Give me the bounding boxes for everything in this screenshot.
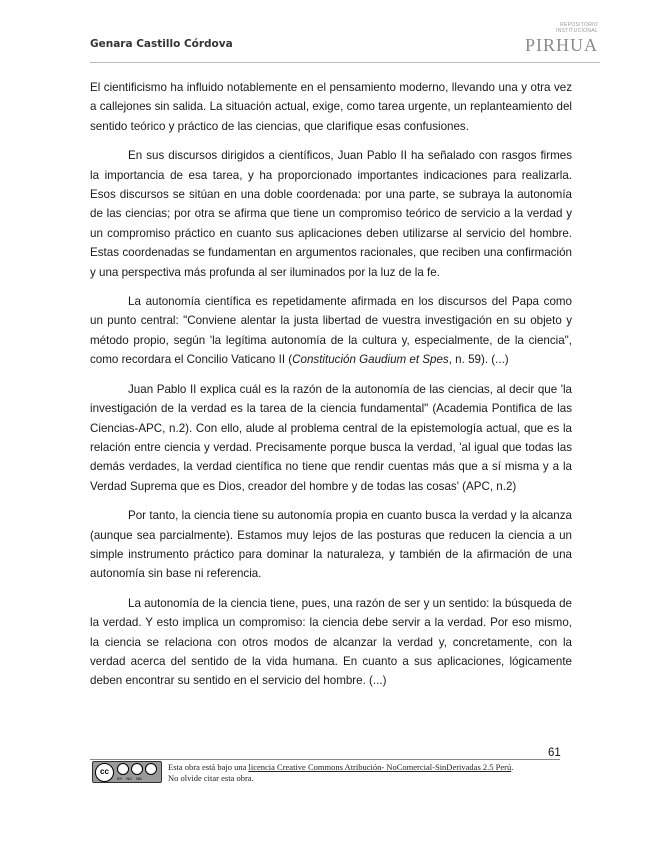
paragraph-3-text-before: La autonomía científica es repetidamente afirmada en los discursos del Papa como un punto central: "Conviene alentar la justa libertad de vuestra investigación en su objeto y método propio, según 'la legítima autonomía de la cultura y, especialmente, de la ciencia", como recordara el Concilio Vaticano II ( [90,295,572,367]
cc-code-nd: ND [136,776,142,781]
paragraph-1: El cientificismo ha influido notablemente en el pensamiento moderno, llevando una y otra vez a callejones sin salida. La situación actual, exige, como tarea urgente, un replanteamiento del sentido teórico y práctico de las ciencias, que clarifique esas confusiones. [90,81,572,133]
paragraph-3 [90,292,572,370]
paragraph-3-text-after: , n. 59). (...) [448,353,509,367]
cc-icon: cc [95,763,114,782]
logo-subtitle: REPOSITORIO INSTITUCIONAL [556,22,598,34]
header-divider [90,62,600,63]
cc-code-by: BY [117,776,123,781]
attribution-icon [117,763,129,775]
logo-title: PIRHUA [524,35,598,55]
body-text [90,78,572,701]
license-link[interactable]: licencia Creative Commons Atribución- NoComercial-SinDerivadas 2.5 Perú [248,762,512,772]
noderivatives-icon [145,763,157,775]
paragraph-2: En sus discursos dirigidos a científicos, Juan Pablo II ha señalado con rasgos firmes la importancia de esa tarea, y ha proporcionado importantes indicaciones para realizarla. Esos discursos se sitúan en una doble coordenada: por una parte, se subraya la autonomía de las ciencias; por otra se afirma que tiene un compromiso teórico de servicio a la verdad y un compromiso práctico en cuanto sus aplicaciones deben utilizarse al servicio del hombre. Estas coordenadas se fundamentan en argumentos racionales, que reciben una confirmación y una perspectiva más profunda al ser iluminados por la luz de la fe. [90,149,572,279]
license-text-before: Esta obra está bajo una [168,762,249,772]
paragraph-4: Juan Pablo II explica cuál es la razón de la autonomía de las ciencias, al decir que 'la investigación de la verdad es la tarea de la ciencia fundamental" (Academia Pontifica de las Ciencias-APC, n.2). Con ello, alude al problema central de la epistemología actual, que es la relación entre ciencia y verdad. Precisamente porque busca la verdad, 'al igual que todas las demás verdades, la verdad científica no tiene que rendir cuentas más que a sí misma y a la Verdad Suprema que es Dios, creador del hombre y de todas las cosas' (APC, n.2) [90,382,572,493]
cc-code-nc: NC [126,776,133,781]
paragraph-6: La autonomía de la ciencia tiene, pues, una razón de ser y un sentido: la búsqueda de la verdad. Y esto implica un compromiso: la ciencia debe servir a la verdad. Por eso mismo, la ciencia se relaciona con otros modos de alcanzar la verdad y, concretamente, con la verdad acerca del sentido de la vida humana. En cuanto a sus aplicaciones, lógicamente deben encontrar su sentido en el servicio del hombre. (...) [90,596,572,688]
cite-reminder: No olvide citar esta obra. [168,773,254,783]
citation-title: Constitución Gaudium et Spes [292,353,449,367]
license-notice [168,762,568,784]
license-text-after: . [511,762,514,772]
page-number: 61 [548,747,561,759]
pirhua-logo [520,22,598,58]
paragraph-5: Por tanto, la ciencia tiene su autonomía propia en cuanto busca la verdad y la alcanza (aunque sea parcialmente). Estamos muy lejos de las posturas que reducen la ciencia a un simple instrumento práctico para dominar la naturaleza, y también de la afirmación de una autonomía sin base ni referencia. [90,509,572,581]
noncommercial-icon [131,763,143,775]
running-header-author: Genara Castillo Córdova [90,38,233,50]
creative-commons-badge[interactable] [92,761,162,783]
footer-divider [90,759,560,760]
